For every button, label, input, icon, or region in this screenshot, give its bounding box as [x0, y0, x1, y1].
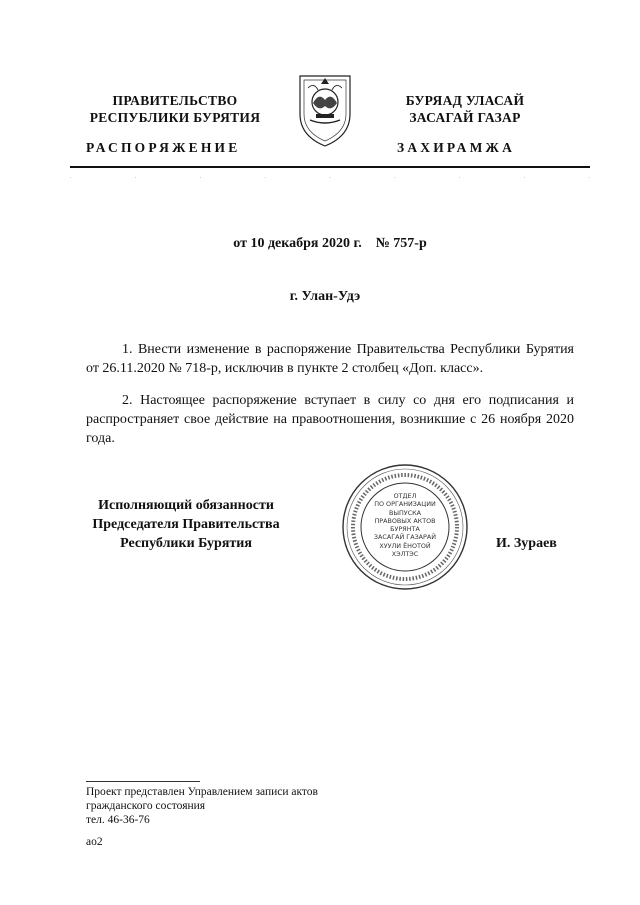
stamp-line5: БУРЯНТА [390, 525, 420, 534]
stamp-line3: ВЫПУСКА [388, 508, 422, 517]
signatory-title-line3: Республики Бурятия [120, 536, 252, 551]
stamp-line4: ПРАВОВЫХ АКТОВ [374, 516, 436, 525]
header-left-doc-type: РАСПОРЯЖЕНИЕ [86, 140, 241, 155]
coat-of-arms-icon [294, 70, 356, 148]
header-right-line1: БУРЯАД УЛАСАЙ [405, 93, 525, 108]
footer-line2: гражданского состояния [86, 800, 206, 812]
header-right-doc-type: ЗАХИРАМЖА [397, 140, 516, 155]
footer-note [86, 785, 406, 827]
stamp-line1: ОТДЕЛ [393, 492, 417, 500]
header-right-org-name [370, 92, 560, 126]
header-left-line1: ПРАВИТЕЛЬСТВО [112, 93, 238, 108]
signatory-title-line1: Исполняющий обязанности [98, 498, 274, 513]
signatory-title [76, 496, 296, 553]
header-right-line2: ЗАСАГАЙ ГАЗАР [409, 110, 521, 125]
signatory-title-line2: Председателя Правительства [92, 517, 280, 532]
header-dotted-line: . . . . . . . . . [70, 174, 590, 180]
stamp-line8: ХЭЛТЭС [391, 550, 419, 559]
footer-phone: тел. 46-36-76 [86, 814, 150, 826]
footer-code: ао2 [86, 836, 103, 848]
header-left-line2: РЕСПУБЛИКИ БУРЯТИЯ [89, 110, 261, 125]
official-stamp [340, 462, 470, 592]
document-date-number: от 10 декабря 2020 г. № 757-р [233, 236, 427, 251]
stamp-line2: ПО ОРГАНИЗАЦИИ [374, 500, 436, 509]
paragraph-1: 1. Внести изменение в распоряжение Правительства Республики Бурятия от 26.11.2020 № 718-р, исключив в пункте 2 столбец «Доп. класс». [86, 342, 574, 376]
footer-line1: Проект представлен Управлением записи актов [86, 786, 318, 798]
footer-divider [86, 781, 200, 782]
header-left-org-name [80, 92, 270, 126]
stamp-line6: ЗАСАГАЙ ГАЗАРАЙ [373, 533, 437, 542]
paragraph-2: 2. Настоящее распоряжение вступает в силу со дня его подписания и распространяет свое действие на правоотношения, возникшие с 26 ноября 2020 года. [86, 393, 574, 446]
header-divider [70, 166, 590, 168]
document-city: г. Улан-Удэ [289, 289, 361, 304]
signatory-name: И. Зураев [496, 536, 557, 551]
stamp-line7: ХУУЛИ ЁНОТОЙ [379, 541, 431, 550]
